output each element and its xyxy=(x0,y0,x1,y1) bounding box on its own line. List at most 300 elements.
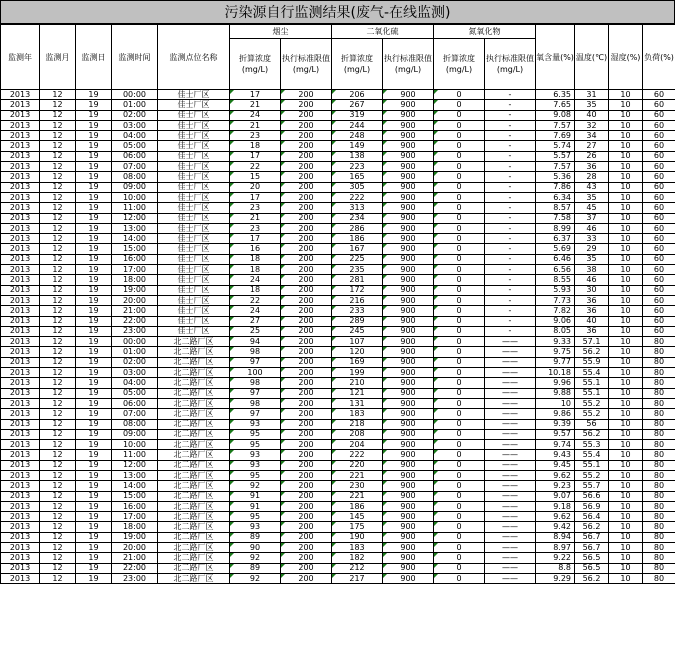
cell-point: 北二路厂区 xyxy=(158,388,230,398)
cell-so2: 221 xyxy=(332,491,383,501)
cell-o2: 6.35 xyxy=(536,90,575,100)
cell-nox: 0 xyxy=(434,203,485,213)
cell-nox-limit: —— xyxy=(485,543,536,553)
cell-smoke-limit: 200 xyxy=(281,450,332,460)
cell-year: 2013 xyxy=(1,429,40,439)
cell-day: 19 xyxy=(76,172,112,182)
cell-point: 北二路厂区 xyxy=(158,368,230,378)
cell-o2: 7.58 xyxy=(536,213,575,223)
cell-year: 2013 xyxy=(1,491,40,501)
cell-so2-limit: 900 xyxy=(383,553,434,563)
cell-temp: 27 xyxy=(575,141,609,151)
header-smoke: 烟尘 xyxy=(230,25,332,39)
cell-hum: 10 xyxy=(609,100,643,110)
cell-point: 北二路厂区 xyxy=(158,429,230,439)
cell-point: 佳士厂区 xyxy=(158,326,230,336)
cell-year: 2013 xyxy=(1,265,40,275)
cell-nox: 0 xyxy=(434,532,485,542)
cell-year: 2013 xyxy=(1,553,40,563)
cell-day: 19 xyxy=(76,182,112,192)
cell-temp: 55.4 xyxy=(575,450,609,460)
cell-nox: 0 xyxy=(434,182,485,192)
cell-load: 80 xyxy=(643,470,675,480)
cell-smoke: 97 xyxy=(230,409,281,419)
cell-smoke: 23 xyxy=(230,131,281,141)
cell-temp: 32 xyxy=(575,120,609,130)
table-row xyxy=(1,192,675,202)
cell-load: 60 xyxy=(643,265,675,275)
cell-so2-limit: 900 xyxy=(383,141,434,151)
cell-so2: 190 xyxy=(332,532,383,542)
cell-o2: 7.86 xyxy=(536,182,575,192)
cell-year: 2013 xyxy=(1,213,40,223)
cell-smoke: 89 xyxy=(230,563,281,573)
cell-smoke: 100 xyxy=(230,368,281,378)
cell-nox-limit: —— xyxy=(485,388,536,398)
cell-o2: 9.75 xyxy=(536,347,575,357)
cell-smoke: 20 xyxy=(230,182,281,192)
cell-time: 12:00 xyxy=(112,460,158,470)
cell-temp: 56.9 xyxy=(575,501,609,511)
cell-day: 19 xyxy=(76,120,112,130)
cell-nox-limit: - xyxy=(485,172,536,182)
cell-nox-limit: —— xyxy=(485,347,536,357)
cell-o2: 7.65 xyxy=(536,100,575,110)
cell-point: 北二路厂区 xyxy=(158,512,230,522)
cell-year: 2013 xyxy=(1,470,40,480)
cell-smoke-limit: 200 xyxy=(281,213,332,223)
cell-nox-limit: —— xyxy=(485,491,536,501)
cell-nox: 0 xyxy=(434,285,485,295)
cell-nox: 0 xyxy=(434,337,485,347)
cell-o2: 7.57 xyxy=(536,162,575,172)
cell-load: 80 xyxy=(643,419,675,429)
cell-hum: 10 xyxy=(609,573,643,583)
cell-hum: 10 xyxy=(609,131,643,141)
cell-time: 19:00 xyxy=(112,532,158,542)
cell-year: 2013 xyxy=(1,141,40,151)
cell-so2: 267 xyxy=(332,100,383,110)
cell-point: 佳士厂区 xyxy=(158,182,230,192)
cell-smoke-limit: 200 xyxy=(281,90,332,100)
cell-hum: 10 xyxy=(609,368,643,378)
cell-hum: 10 xyxy=(609,563,643,573)
cell-so2-limit: 900 xyxy=(383,100,434,110)
cell-nox: 0 xyxy=(434,120,485,130)
header-so2: 二氧化硫 xyxy=(332,25,434,39)
cell-nox: 0 xyxy=(434,141,485,151)
cell-hum: 10 xyxy=(609,141,643,151)
cell-time: 17:00 xyxy=(112,265,158,275)
cell-month: 12 xyxy=(40,512,76,522)
cell-smoke: 89 xyxy=(230,532,281,542)
table-row xyxy=(1,295,675,305)
cell-smoke-limit: 200 xyxy=(281,182,332,192)
table-row xyxy=(1,203,675,213)
cell-nox: 0 xyxy=(434,244,485,254)
cell-so2: 217 xyxy=(332,573,383,583)
cell-so2-limit: 900 xyxy=(383,450,434,460)
cell-year: 2013 xyxy=(1,450,40,460)
table-row xyxy=(1,182,675,192)
cell-smoke-limit: 200 xyxy=(281,522,332,532)
cell-day: 19 xyxy=(76,419,112,429)
cell-day: 19 xyxy=(76,337,112,347)
cell-so2-limit: 900 xyxy=(383,110,434,120)
cell-point: 佳士厂区 xyxy=(158,131,230,141)
cell-month: 12 xyxy=(40,295,76,305)
cell-so2-limit: 900 xyxy=(383,543,434,553)
cell-smoke-limit: 200 xyxy=(281,141,332,151)
cell-smoke-limit: 200 xyxy=(281,285,332,295)
cell-nox: 0 xyxy=(434,429,485,439)
cell-smoke-limit: 200 xyxy=(281,100,332,110)
cell-so2: 206 xyxy=(332,90,383,100)
table-row xyxy=(1,141,675,151)
cell-month: 12 xyxy=(40,316,76,326)
cell-day: 19 xyxy=(76,213,112,223)
cell-so2: 182 xyxy=(332,553,383,563)
cell-time: 01:00 xyxy=(112,347,158,357)
cell-temp: 38 xyxy=(575,265,609,275)
cell-nox-limit: —— xyxy=(485,460,536,470)
cell-nox-limit: —— xyxy=(485,501,536,511)
cell-temp: 34 xyxy=(575,131,609,141)
table-row xyxy=(1,110,675,120)
cell-smoke-limit: 200 xyxy=(281,378,332,388)
cell-temp: 56.5 xyxy=(575,563,609,573)
table-row xyxy=(1,460,675,470)
cell-temp: 35 xyxy=(575,254,609,264)
cell-so2-limit: 900 xyxy=(383,192,434,202)
cell-month: 12 xyxy=(40,213,76,223)
cell-smoke-limit: 200 xyxy=(281,491,332,501)
cell-hum: 10 xyxy=(609,306,643,316)
monitoring-table xyxy=(0,24,675,584)
cell-time: 12:00 xyxy=(112,213,158,223)
cell-smoke: 18 xyxy=(230,265,281,275)
cell-nox: 0 xyxy=(434,213,485,223)
cell-smoke: 93 xyxy=(230,419,281,429)
cell-so2: 145 xyxy=(332,512,383,522)
cell-load: 60 xyxy=(643,254,675,264)
cell-temp: 55.3 xyxy=(575,440,609,450)
cell-smoke: 98 xyxy=(230,347,281,357)
table-row xyxy=(1,234,675,244)
cell-nox: 0 xyxy=(434,110,485,120)
cell-day: 19 xyxy=(76,234,112,244)
cell-nox-limit: —— xyxy=(485,450,536,460)
cell-time: 23:00 xyxy=(112,326,158,336)
cell-hum: 10 xyxy=(609,357,643,367)
cell-hum: 10 xyxy=(609,120,643,130)
cell-day: 19 xyxy=(76,131,112,141)
cell-month: 12 xyxy=(40,254,76,264)
cell-nox: 0 xyxy=(434,275,485,285)
cell-so2-limit: 900 xyxy=(383,275,434,285)
cell-smoke-limit: 200 xyxy=(281,512,332,522)
cell-temp: 35 xyxy=(575,100,609,110)
cell-day: 19 xyxy=(76,285,112,295)
cell-time: 05:00 xyxy=(112,141,158,151)
cell-smoke-limit: 200 xyxy=(281,316,332,326)
cell-smoke-limit: 200 xyxy=(281,306,332,316)
cell-day: 19 xyxy=(76,223,112,233)
cell-load: 60 xyxy=(643,244,675,254)
cell-smoke-limit: 200 xyxy=(281,120,332,130)
header-temp: 温度(℃) xyxy=(575,25,609,90)
table-row xyxy=(1,378,675,388)
cell-time: 15:00 xyxy=(112,491,158,501)
cell-point: 北二路厂区 xyxy=(158,491,230,501)
cell-month: 12 xyxy=(40,378,76,388)
table-row xyxy=(1,522,675,532)
cell-o2: 9.42 xyxy=(536,522,575,532)
table-row xyxy=(1,512,675,522)
cell-so2-limit: 900 xyxy=(383,368,434,378)
cell-so2: 218 xyxy=(332,419,383,429)
cell-smoke-limit: 200 xyxy=(281,244,332,254)
cell-nox-limit: - xyxy=(485,326,536,336)
table-row xyxy=(1,254,675,264)
cell-hum: 10 xyxy=(609,522,643,532)
cell-year: 2013 xyxy=(1,203,40,213)
cell-load: 60 xyxy=(643,223,675,233)
cell-time: 21:00 xyxy=(112,306,158,316)
cell-point: 佳士厂区 xyxy=(158,265,230,275)
cell-temp: 33 xyxy=(575,234,609,244)
cell-point: 北二路厂区 xyxy=(158,532,230,542)
cell-nox-limit: - xyxy=(485,162,536,172)
cell-temp: 55.1 xyxy=(575,460,609,470)
cell-load: 80 xyxy=(643,378,675,388)
cell-hum: 10 xyxy=(609,398,643,408)
cell-nox-limit: - xyxy=(485,213,536,223)
cell-month: 12 xyxy=(40,244,76,254)
cell-nox-limit: —— xyxy=(485,419,536,429)
cell-day: 19 xyxy=(76,368,112,378)
cell-so2: 183 xyxy=(332,543,383,553)
cell-so2: 186 xyxy=(332,501,383,511)
cell-load: 80 xyxy=(643,543,675,553)
cell-load: 80 xyxy=(643,512,675,522)
cell-month: 12 xyxy=(40,110,76,120)
cell-load: 80 xyxy=(643,398,675,408)
table-row xyxy=(1,100,675,110)
cell-smoke: 22 xyxy=(230,295,281,305)
cell-smoke: 94 xyxy=(230,337,281,347)
cell-load: 60 xyxy=(643,203,675,213)
cell-smoke: 97 xyxy=(230,388,281,398)
cell-smoke-limit: 200 xyxy=(281,337,332,347)
cell-temp: 55.2 xyxy=(575,409,609,419)
cell-load: 80 xyxy=(643,440,675,450)
cell-hum: 10 xyxy=(609,543,643,553)
header-smoke-conc: 折算浓度(mg/L) xyxy=(230,39,281,90)
cell-smoke: 23 xyxy=(230,203,281,213)
cell-o2: 10.18 xyxy=(536,368,575,378)
cell-smoke: 17 xyxy=(230,90,281,100)
cell-nox: 0 xyxy=(434,553,485,563)
cell-nox: 0 xyxy=(434,409,485,419)
cell-year: 2013 xyxy=(1,378,40,388)
cell-o2: 8.94 xyxy=(536,532,575,542)
cell-temp: 55.2 xyxy=(575,470,609,480)
cell-so2-limit: 900 xyxy=(383,203,434,213)
cell-hum: 10 xyxy=(609,192,643,202)
cell-year: 2013 xyxy=(1,337,40,347)
cell-so2-limit: 900 xyxy=(383,244,434,254)
cell-so2: 305 xyxy=(332,182,383,192)
cell-so2: 319 xyxy=(332,110,383,120)
cell-so2: 186 xyxy=(332,234,383,244)
cell-smoke-limit: 200 xyxy=(281,501,332,511)
cell-so2: 286 xyxy=(332,223,383,233)
cell-year: 2013 xyxy=(1,131,40,141)
cell-point: 佳士厂区 xyxy=(158,295,230,305)
cell-so2-limit: 900 xyxy=(383,285,434,295)
cell-time: 17:00 xyxy=(112,512,158,522)
cell-temp: 36 xyxy=(575,162,609,172)
cell-o2: 5.93 xyxy=(536,285,575,295)
cell-point: 佳士厂区 xyxy=(158,90,230,100)
cell-nox: 0 xyxy=(434,347,485,357)
cell-so2: 204 xyxy=(332,440,383,450)
cell-load: 80 xyxy=(643,368,675,378)
cell-time: 16:00 xyxy=(112,501,158,511)
cell-so2-limit: 900 xyxy=(383,460,434,470)
cell-nox-limit: - xyxy=(485,151,536,161)
cell-so2: 223 xyxy=(332,162,383,172)
header-so2-limit: 执行标准限值(mg/L) xyxy=(383,39,434,90)
cell-year: 2013 xyxy=(1,275,40,285)
cell-so2: 225 xyxy=(332,254,383,264)
cell-load: 60 xyxy=(643,285,675,295)
cell-day: 19 xyxy=(76,553,112,563)
cell-smoke: 17 xyxy=(230,151,281,161)
table-row xyxy=(1,491,675,501)
cell-load: 60 xyxy=(643,151,675,161)
cell-month: 12 xyxy=(40,151,76,161)
cell-smoke: 93 xyxy=(230,522,281,532)
table-row xyxy=(1,223,675,233)
cell-load: 80 xyxy=(643,491,675,501)
cell-nox: 0 xyxy=(434,388,485,398)
cell-year: 2013 xyxy=(1,182,40,192)
cell-year: 2013 xyxy=(1,151,40,161)
cell-o2: 8.55 xyxy=(536,275,575,285)
cell-temp: 29 xyxy=(575,244,609,254)
cell-day: 19 xyxy=(76,192,112,202)
cell-month: 12 xyxy=(40,491,76,501)
cell-so2: 175 xyxy=(332,522,383,532)
cell-nox-limit: - xyxy=(485,192,536,202)
cell-year: 2013 xyxy=(1,316,40,326)
cell-day: 19 xyxy=(76,378,112,388)
cell-month: 12 xyxy=(40,337,76,347)
cell-year: 2013 xyxy=(1,100,40,110)
cell-point: 佳士厂区 xyxy=(158,254,230,264)
cell-so2-limit: 900 xyxy=(383,378,434,388)
cell-temp: 36 xyxy=(575,326,609,336)
cell-load: 80 xyxy=(643,388,675,398)
cell-o2: 10 xyxy=(536,398,575,408)
cell-smoke-limit: 200 xyxy=(281,254,332,264)
cell-temp: 40 xyxy=(575,110,609,120)
cell-nox: 0 xyxy=(434,131,485,141)
cell-o2: 9.39 xyxy=(536,419,575,429)
cell-smoke-limit: 200 xyxy=(281,368,332,378)
cell-hum: 10 xyxy=(609,347,643,357)
cell-nox: 0 xyxy=(434,295,485,305)
cell-smoke: 18 xyxy=(230,141,281,151)
cell-so2: 131 xyxy=(332,398,383,408)
cell-smoke-limit: 200 xyxy=(281,295,332,305)
cell-day: 19 xyxy=(76,563,112,573)
table-row xyxy=(1,162,675,172)
cell-nox: 0 xyxy=(434,100,485,110)
cell-hum: 10 xyxy=(609,316,643,326)
cell-point: 佳士厂区 xyxy=(158,151,230,161)
cell-year: 2013 xyxy=(1,120,40,130)
cell-day: 19 xyxy=(76,306,112,316)
cell-nox: 0 xyxy=(434,512,485,522)
cell-smoke: 91 xyxy=(230,501,281,511)
cell-nox-limit: —— xyxy=(485,573,536,583)
cell-nox-limit: —— xyxy=(485,481,536,491)
cell-temp: 57.1 xyxy=(575,337,609,347)
cell-hum: 10 xyxy=(609,491,643,501)
cell-year: 2013 xyxy=(1,543,40,553)
cell-day: 19 xyxy=(76,491,112,501)
cell-nox-limit: —— xyxy=(485,553,536,563)
cell-so2-limit: 900 xyxy=(383,151,434,161)
cell-point: 佳士厂区 xyxy=(158,213,230,223)
cell-month: 12 xyxy=(40,182,76,192)
cell-time: 11:00 xyxy=(112,450,158,460)
header-month: 监测月 xyxy=(40,25,76,90)
cell-nox: 0 xyxy=(434,460,485,470)
cell-point: 佳士厂区 xyxy=(158,162,230,172)
cell-month: 12 xyxy=(40,460,76,470)
header-nox-conc: 折算浓度(mg/L) xyxy=(434,39,485,90)
table-row xyxy=(1,543,675,553)
cell-hum: 10 xyxy=(609,275,643,285)
table-row xyxy=(1,501,675,511)
cell-hum: 10 xyxy=(609,295,643,305)
cell-temp: 46 xyxy=(575,223,609,233)
cell-hum: 10 xyxy=(609,213,643,223)
cell-month: 12 xyxy=(40,409,76,419)
cell-month: 12 xyxy=(40,306,76,316)
cell-nox: 0 xyxy=(434,234,485,244)
cell-day: 19 xyxy=(76,254,112,264)
cell-year: 2013 xyxy=(1,532,40,542)
cell-hum: 10 xyxy=(609,326,643,336)
cell-nox-limit: —— xyxy=(485,337,536,347)
cell-load: 80 xyxy=(643,532,675,542)
cell-nox: 0 xyxy=(434,563,485,573)
header-o2: 氧含量(%) xyxy=(536,25,575,90)
cell-point: 佳士厂区 xyxy=(158,285,230,295)
cell-day: 19 xyxy=(76,100,112,110)
cell-o2: 9.77 xyxy=(536,357,575,367)
cell-load: 80 xyxy=(643,347,675,357)
cell-point: 北二路厂区 xyxy=(158,419,230,429)
cell-so2-limit: 900 xyxy=(383,470,434,480)
cell-time: 02:00 xyxy=(112,357,158,367)
cell-time: 19:00 xyxy=(112,285,158,295)
